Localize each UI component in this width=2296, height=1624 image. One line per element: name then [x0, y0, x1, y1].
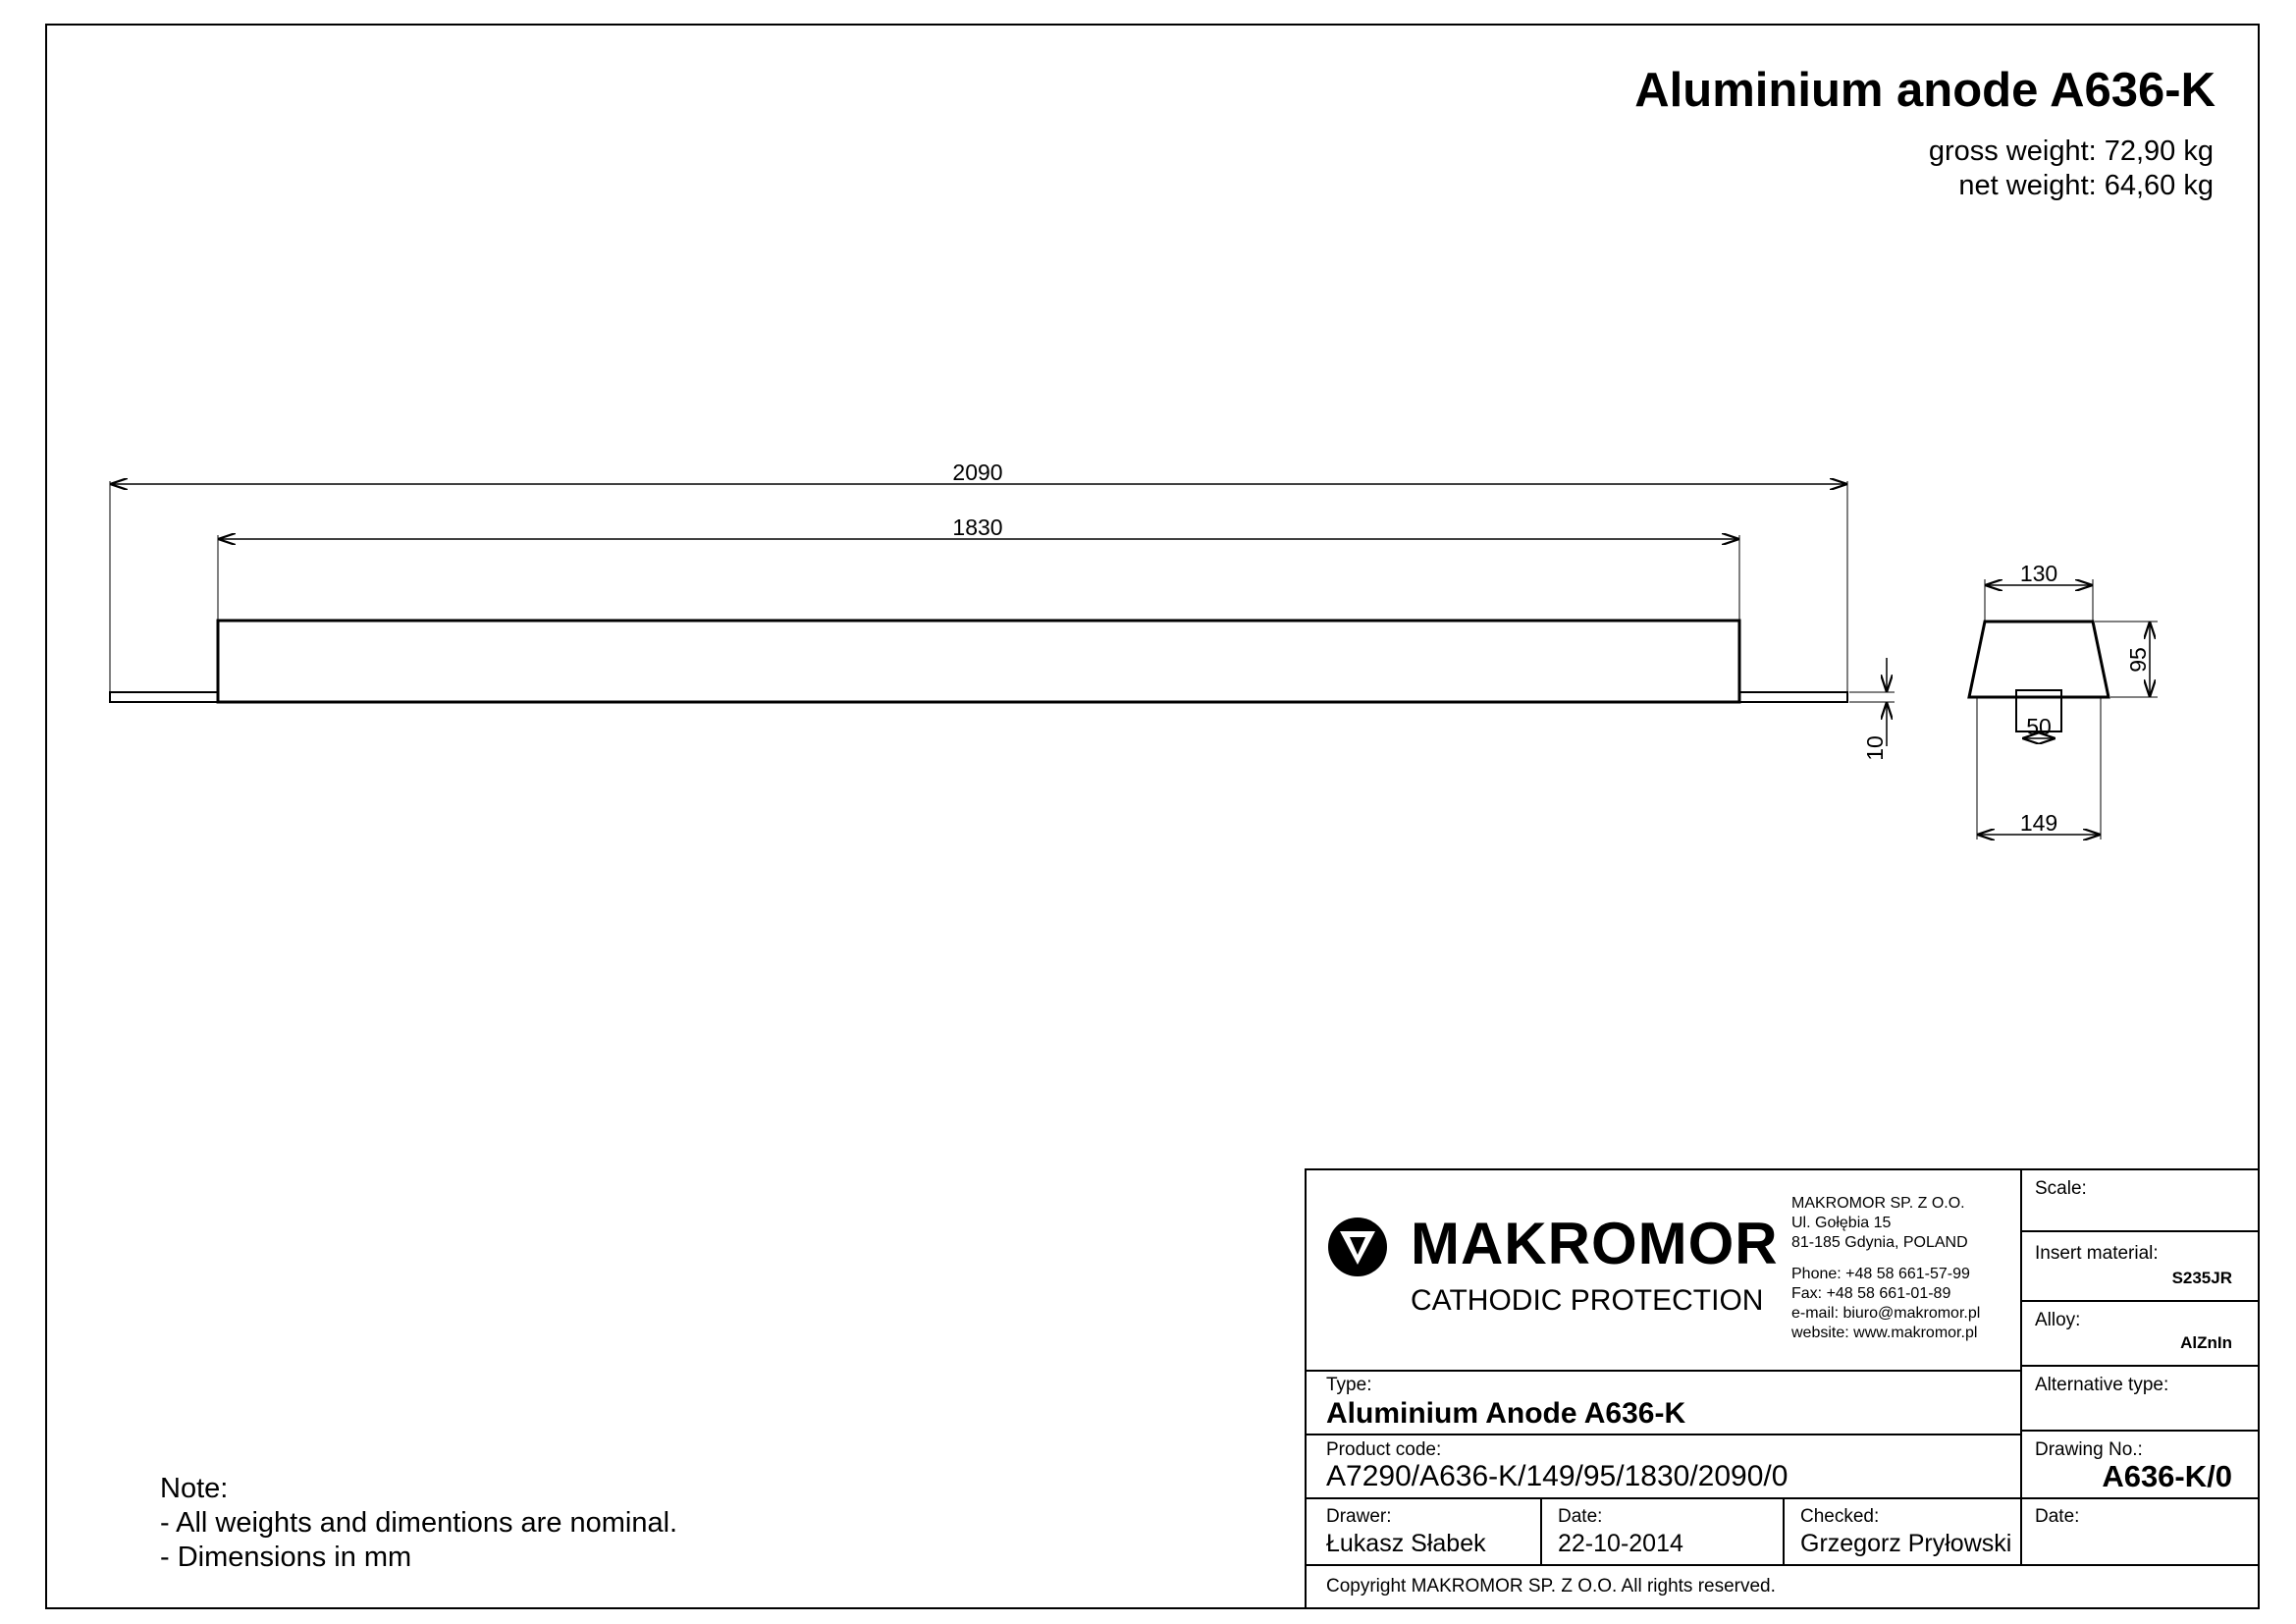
dim-label-50: 50	[2026, 714, 2052, 739]
drawer-value: Łukasz Słabek	[1326, 1530, 1486, 1557]
date-value: 22-10-2014	[1558, 1530, 1683, 1557]
anode-cross-section	[1969, 622, 2109, 697]
type-label: Type:	[1326, 1375, 1372, 1395]
anode-body-side	[218, 621, 1739, 702]
dim-label-95: 95	[2125, 647, 2151, 673]
dim-label-2090: 2090	[952, 460, 1003, 485]
product-code-value: A7290/A636-K/149/95/1830/2090/0	[1326, 1460, 1789, 1492]
company-fax: Fax: +48 58 661-01-89	[1791, 1285, 1951, 1302]
dim-label-130: 130	[2019, 561, 2058, 586]
insert-material-label: Insert material:	[2035, 1243, 2159, 1264]
alternative-type-label: Alternative type:	[2035, 1375, 2169, 1395]
right-date-label: Date:	[2035, 1506, 2080, 1527]
note-line-2: - Dimensions in mm	[160, 1542, 412, 1573]
makromor-logo-icon	[1326, 1216, 1389, 1278]
type-value: Aluminium Anode A636-K	[1326, 1397, 1686, 1430]
dim-label-10: 10	[1862, 735, 1888, 761]
date-label: Date:	[1558, 1506, 1603, 1527]
company-phone: Phone: +48 58 661-57-99	[1791, 1266, 1970, 1282]
company-name: MAKROMOR	[1411, 1211, 1779, 1276]
note-line-1: - All weights and dimentions are nominal.	[160, 1507, 678, 1539]
dim-label-149: 149	[2019, 810, 2058, 836]
company-tagline: CATHODIC PROTECTION	[1411, 1284, 1764, 1317]
alloy-value: AlZnIn	[2180, 1333, 2232, 1352]
checked-value: Grzegorz Pryłowski	[1800, 1530, 2012, 1557]
scale-label: Scale:	[2035, 1178, 2087, 1199]
insert-material-value: S235JR	[2171, 1269, 2232, 1287]
checked-label: Checked:	[1800, 1506, 1880, 1527]
note-heading: Note:	[160, 1473, 229, 1504]
drawing-number-label: Drawing No.:	[2035, 1439, 2143, 1460]
copyright-text: Copyright MAKROMOR SP. Z O.O. All rights reserved.	[1326, 1576, 1776, 1597]
title-block	[1305, 1168, 2260, 1609]
company-email: e-mail: biuro@makromor.pl	[1791, 1305, 1981, 1322]
company-city: 81-185 Gdynia, POLAND	[1791, 1234, 1968, 1251]
company-street: Ul. Gołębia 15	[1791, 1215, 1892, 1231]
dim-label-1830: 1830	[952, 514, 1003, 540]
company-website: website: www.makromor.pl	[1791, 1325, 1978, 1341]
product-code-label: Product code:	[1326, 1439, 1442, 1460]
drawer-label: Drawer:	[1326, 1506, 1392, 1527]
gross-weight: gross weight: 72,90 kg	[1928, 135, 2214, 167]
drawing-number-value: A636-K/0	[2102, 1459, 2232, 1493]
drawing-title: Aluminium anode A636-K	[1634, 64, 2216, 117]
net-weight: net weight: 64,60 kg	[1958, 170, 2214, 201]
company-legal-name: MAKROMOR SP. Z O.O.	[1791, 1195, 1965, 1212]
alloy-label: Alloy:	[2035, 1310, 2081, 1330]
